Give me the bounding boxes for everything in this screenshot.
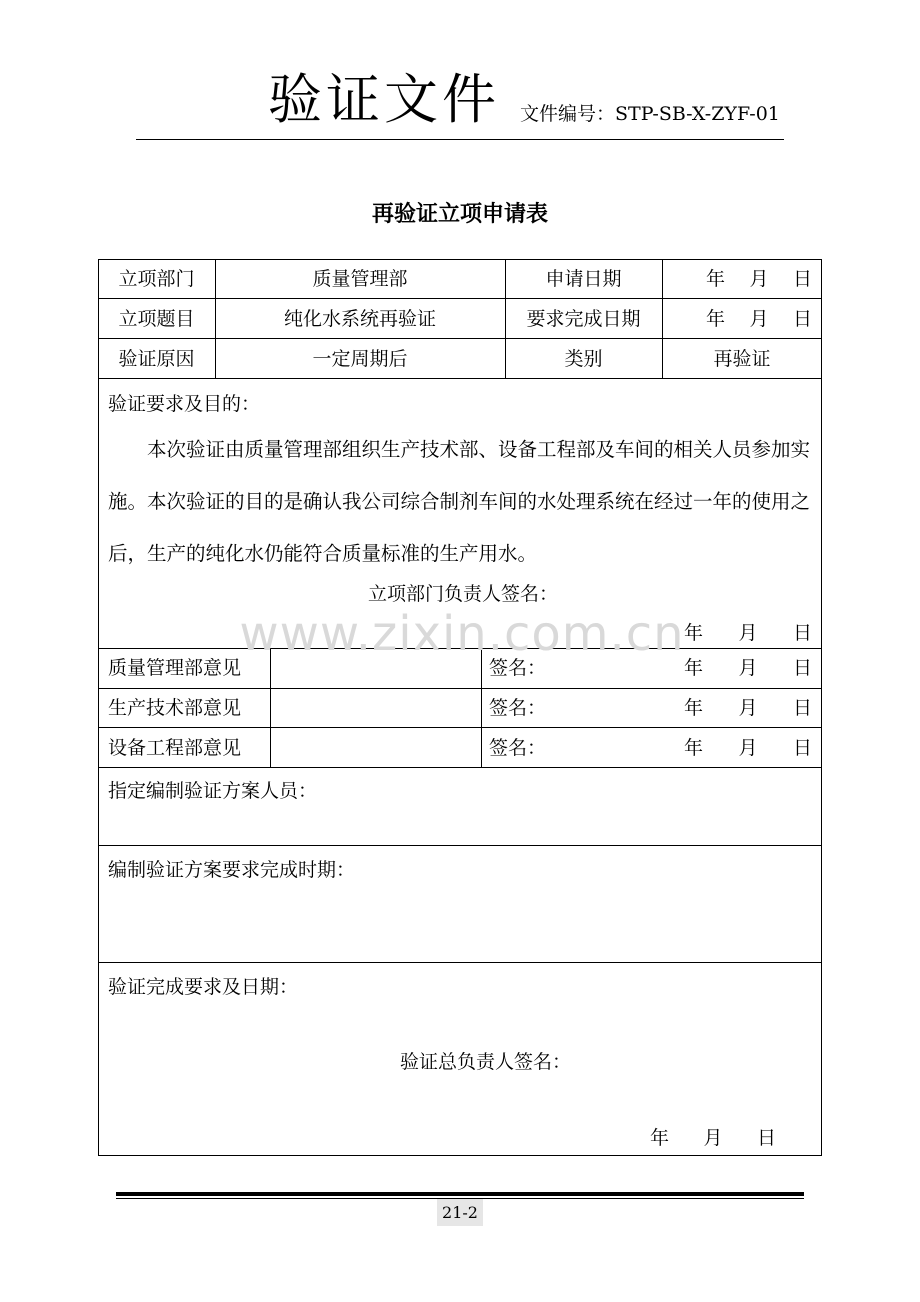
- production-dept-sign-date[interactable]: 年 月 日: [684, 697, 812, 719]
- document-number: 文件编号：STP-SB-X-ZYF-01: [520, 103, 780, 125]
- equipment-dept-sign-date[interactable]: 年 月 日: [684, 737, 812, 759]
- watermark: www.zixin.com.cn: [239, 606, 685, 662]
- chief-signature-date[interactable]: 年 月 日: [650, 1127, 776, 1149]
- requirements-body: 本次验证由质量管理部组织生产技术部、设备工程部及车间的相关人员参加实施。本次验证的目的是确认我公司综合制剂车间的水处理系统在经过一年的使用之后，生产的纯化水仍能符合质量标准的生产用水。: [108, 438, 811, 565]
- header-divider: [136, 139, 784, 140]
- quality-dept-opinion-field[interactable]: [271, 649, 480, 687]
- validation-reason-label: 验证原因: [118, 348, 195, 370]
- page-number: 21-2: [437, 1199, 483, 1226]
- column-divider: [481, 648, 482, 768]
- category-value[interactable]: 再验证: [713, 348, 771, 370]
- department-head-signature-date[interactable]: 年 月 日: [684, 622, 812, 644]
- department-label: 立项部门: [118, 268, 195, 290]
- department-value[interactable]: 质量管理部: [312, 268, 408, 290]
- assign-personnel-label: 指定编制验证方案人员：: [108, 780, 318, 802]
- equipment-dept-opinion-label: 设备工程部意见: [108, 737, 242, 759]
- production-dept-opinion-label: 生产技术部意见: [108, 697, 242, 719]
- quality-dept-opinion-label: 质量管理部意见: [108, 657, 242, 679]
- department-head-signature-label: 立项部门负责人签名：: [368, 583, 559, 605]
- form-title: 再验证立项申请表: [371, 201, 548, 227]
- application-date-value[interactable]: 年 月 日: [706, 268, 812, 290]
- row-divider: [98, 338, 822, 339]
- production-dept-sign-label: 签名：: [489, 697, 547, 719]
- equipment-dept-opinion-field[interactable]: [271, 728, 480, 766]
- required-completion-date-value[interactable]: 年 月 日: [706, 308, 812, 330]
- plan-deadline-field[interactable]: [99, 886, 821, 961]
- completion-heading: 验证完成要求及日期：: [108, 976, 299, 998]
- row-divider: [98, 378, 822, 379]
- required-completion-date-label: 要求完成日期: [526, 308, 641, 330]
- plan-deadline-label: 编制验证方案要求完成时期：: [108, 859, 356, 881]
- quality-dept-sign-label: 签名：: [489, 657, 547, 679]
- chief-signature-label: 验证总负责人签名：: [400, 1051, 572, 1073]
- project-title-label: 立项题目: [118, 308, 195, 330]
- document-header-title: 验证文件: [268, 68, 500, 131]
- project-title-value[interactable]: 纯化水系统再验证: [283, 308, 436, 330]
- row-divider: [98, 962, 822, 963]
- row-divider: [98, 767, 822, 768]
- row-divider: [98, 845, 822, 846]
- footer-divider-thick: [116, 1192, 804, 1196]
- validation-reason-value[interactable]: 一定周期后: [312, 348, 408, 370]
- category-label: 类别: [564, 348, 603, 370]
- production-dept-opinion-field[interactable]: [271, 689, 480, 727]
- application-date-label: 申请日期: [545, 268, 622, 290]
- requirements-heading: 验证要求及目的：: [108, 393, 261, 415]
- equipment-dept-sign-label: 签名：: [489, 737, 547, 759]
- assign-personnel-field[interactable]: [99, 806, 821, 844]
- quality-dept-sign-date[interactable]: 年 月 日: [684, 657, 812, 679]
- row-divider: [98, 298, 822, 299]
